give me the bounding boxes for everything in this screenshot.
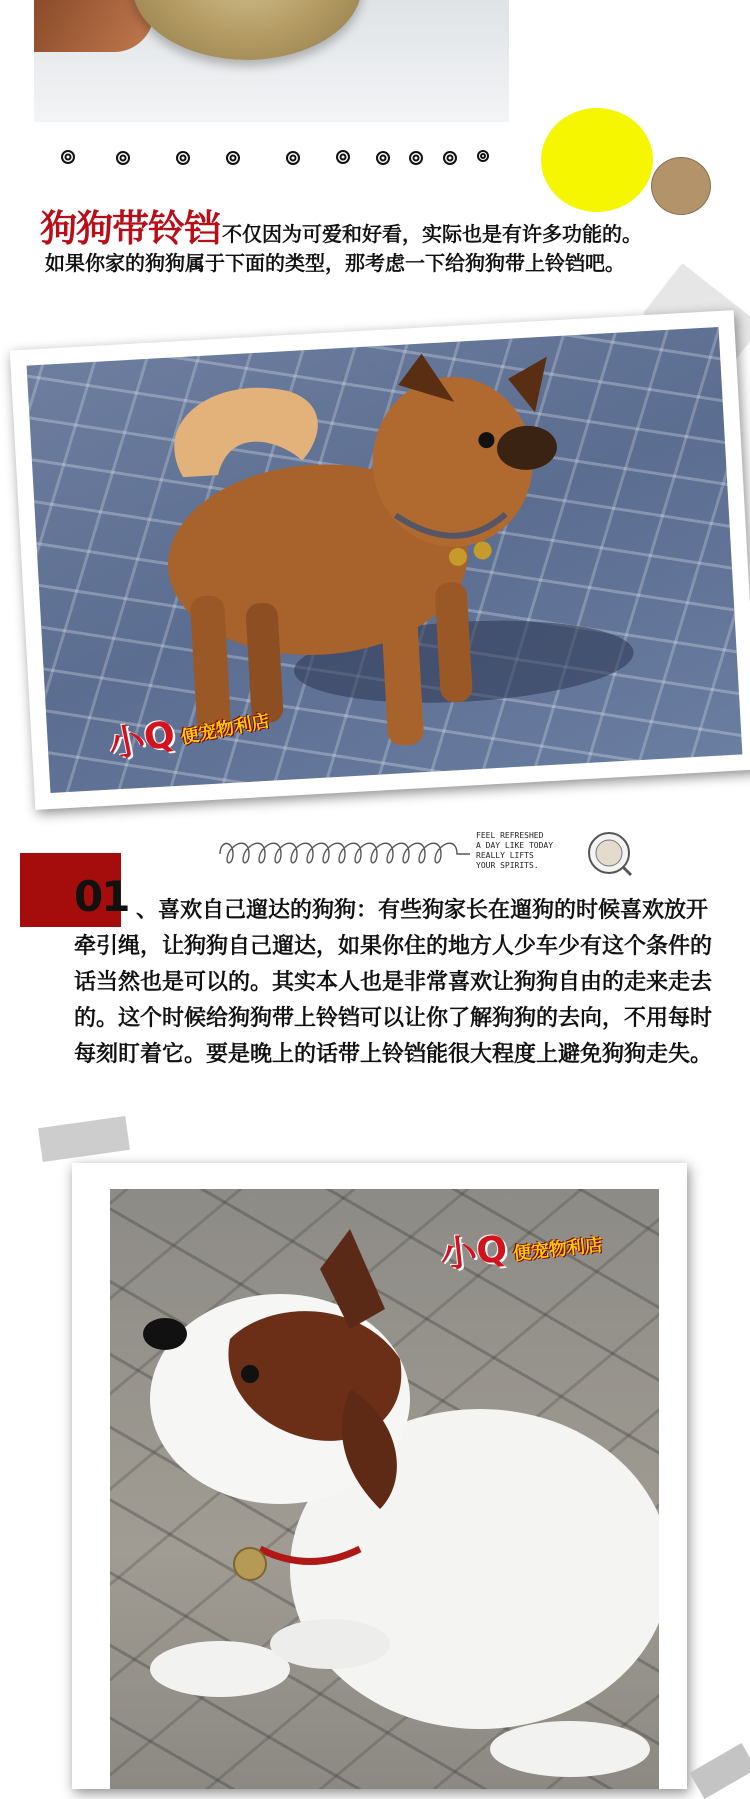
brown-dog-photo bbox=[27, 327, 743, 793]
top-photo-fragment bbox=[34, 0, 509, 122]
white-dog-illustration bbox=[110, 1189, 659, 1789]
headline bbox=[40, 198, 740, 252]
logo-letter-2: 小Q bbox=[438, 1228, 510, 1277]
tagline-text bbox=[476, 831, 566, 871]
swirl-decoration-row bbox=[58, 145, 498, 171]
section-number: 01 bbox=[74, 872, 129, 921]
white-dog-photo bbox=[110, 1189, 659, 1789]
photo-frame-white-dog bbox=[72, 1163, 687, 1789]
tape-decoration-2 bbox=[690, 1743, 750, 1799]
shop-name: 便宠物利店 bbox=[179, 710, 272, 749]
subheadline: 如果你家的狗狗属于下面的类型，那考虑一下给狗狗带上铃铛吧。 bbox=[45, 251, 625, 275]
tagline-line-3: REALLY LIFTS bbox=[476, 851, 534, 860]
section-text: 、喜欢自己遛达的狗狗：有些狗家长在遛狗的时候喜欢放开牵引绳，让狗狗自己遛达，如果你住的地方人少车少有这个条件的话当然也是可以的。其实本人也是非常喜欢让狗狗自由的走来走去的。这个时候给狗狗带上铃铛可以让你了解狗狗的去向，不用每时每刻盯着它。要是晚上的话带上铃铛能很大程度上避免狗狗走失。 bbox=[74, 898, 713, 1067]
photo-frame-brown-dog bbox=[10, 310, 750, 810]
tape-decoration bbox=[38, 1116, 130, 1162]
shop-name-2: 便宠物利店 bbox=[512, 1234, 604, 1265]
headline-emphasis: 狗狗带铃铛 bbox=[40, 207, 220, 250]
coffee-cup-icon bbox=[585, 829, 633, 877]
logo-letter: 小Q bbox=[105, 713, 179, 767]
yellow-circle-decoration bbox=[541, 108, 653, 212]
headline-text: 不仅因为可爱和好看，实际也是有许多功能的。 bbox=[222, 222, 642, 246]
squiggle-decoration bbox=[215, 836, 475, 872]
tagline-line-1: FEEL REFRESHED bbox=[476, 831, 544, 840]
wood-surface-image bbox=[34, 0, 154, 52]
tagline-line-2: A DAY LIKE TODAY bbox=[476, 841, 554, 850]
tagline-line-4: YOUR SPIRITS. bbox=[476, 861, 539, 870]
section-paragraph bbox=[74, 893, 724, 1073]
